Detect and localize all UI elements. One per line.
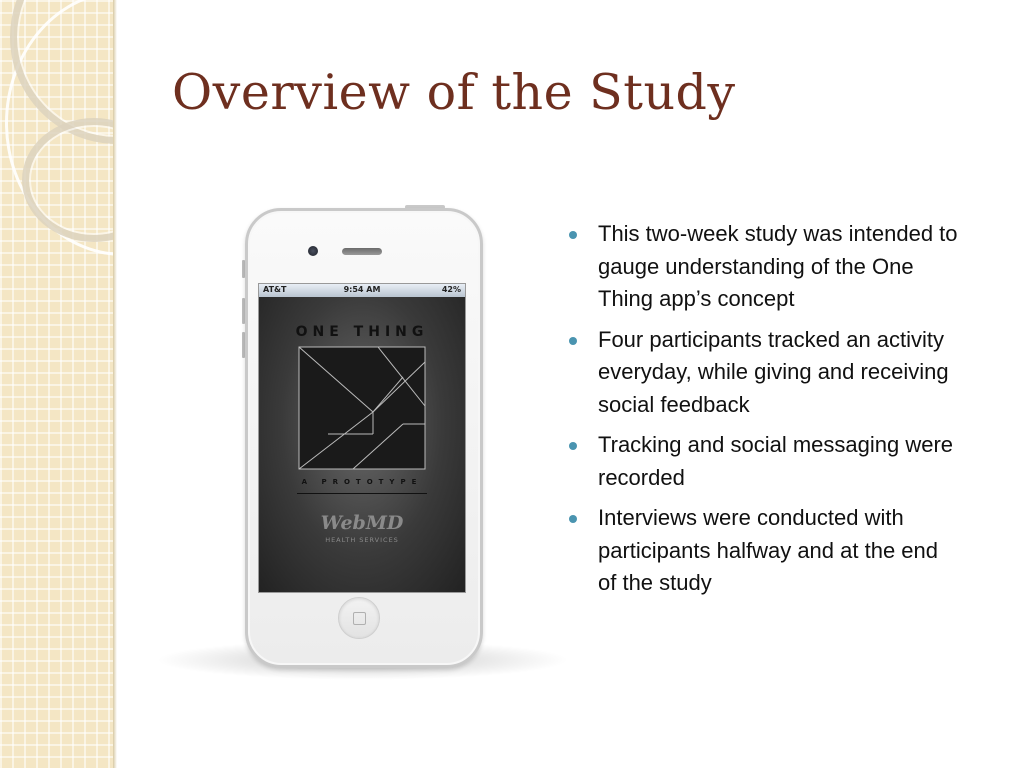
bullet-item xyxy=(560,429,960,494)
home-square-icon xyxy=(353,612,366,625)
home-button xyxy=(338,597,380,639)
app-tagline: A PROTOTYPE xyxy=(301,478,423,486)
bullet-item xyxy=(560,324,960,422)
bullet-list xyxy=(560,218,960,608)
bullet-item xyxy=(560,502,960,600)
bullet-text: This two-week study was intended to gauge understanding of the One Thing app’s concept xyxy=(598,221,958,311)
status-bar xyxy=(259,284,465,297)
decorative-side-strip xyxy=(0,0,113,768)
phone-screen xyxy=(258,283,466,593)
brand-subtitle: HEALTH SERVICES xyxy=(325,536,399,544)
bullet-dot-icon xyxy=(569,231,577,239)
carrier-label: AT&T xyxy=(263,285,287,294)
bullet-item xyxy=(560,218,960,316)
app-name: ONE THING xyxy=(295,324,429,340)
bullet-text: Tracking and social messaging were recorded xyxy=(598,432,954,490)
phone-image xyxy=(155,200,570,680)
camera-icon xyxy=(308,246,318,256)
strip-edge xyxy=(113,0,117,768)
bullet-dot-icon xyxy=(569,442,577,450)
bullet-text: Four participants tracked an activity everyday, while giving and receiving social feedback xyxy=(598,326,949,417)
status-time: 9:54 AM xyxy=(343,285,381,294)
slide-title: Overview of the Study xyxy=(172,64,736,121)
bullet-dot-icon xyxy=(569,337,577,345)
tagline-rule xyxy=(297,493,427,494)
bullet-text: Interviews were conducted with participants halfway and at the end of the study xyxy=(598,505,939,595)
battery-label: 42% xyxy=(441,285,461,294)
bullet-dot-icon xyxy=(569,515,577,523)
speaker-grille xyxy=(342,248,382,255)
tangram-logo-icon xyxy=(298,346,426,470)
brand-logo: WebMD xyxy=(320,512,404,534)
